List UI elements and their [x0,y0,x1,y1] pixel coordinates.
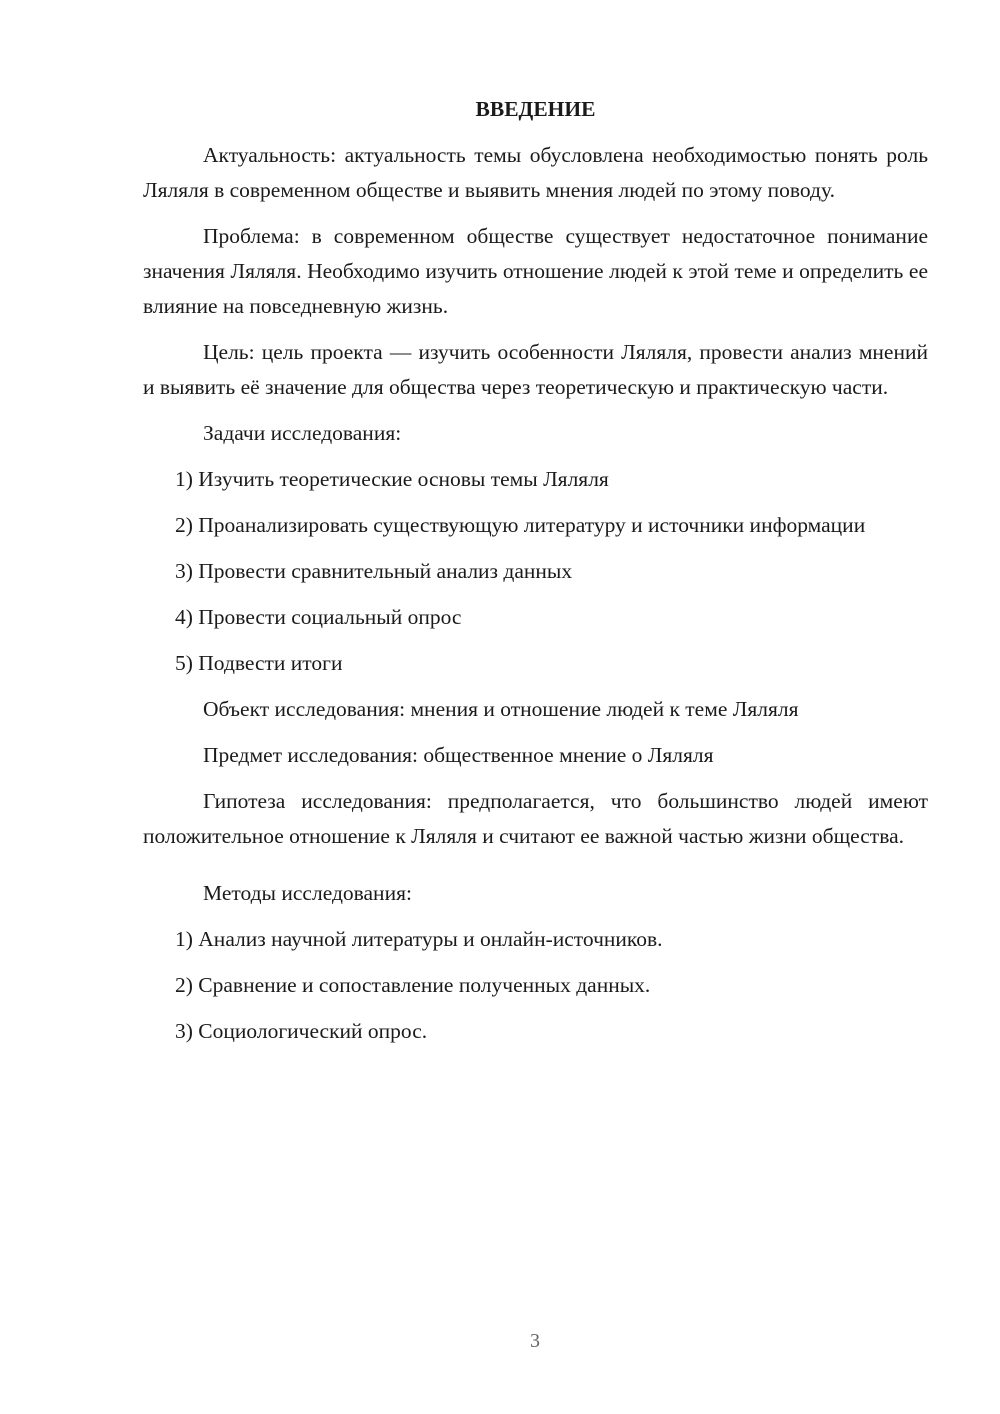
task-item: 5) Подвести итоги [175,651,343,675]
section-heading: ВВЕДЕНИЕ [475,97,596,121]
task-item: 4) Провести социальный опрос [175,605,462,629]
page-number: 3 [530,1330,540,1352]
goal-paragraph: Цель: цель проекта — изучить особенности Ляляля, провести анализ мнений и выявить её значение для общества через теоретическую и практическую части. [143,340,928,399]
task-item: 1) Изучить теоретические основы темы Ляляля [175,467,609,491]
methods-title: Методы исследования: [203,881,412,905]
method-item: 1) Анализ научной литературы и онлайн-источников. [175,927,663,951]
method-item: 2) Сравнение и сопоставление полученных данных. [175,973,651,997]
problem-paragraph: Проблема: в современном обществе существует недостаточное понимание значения Ляляля. Необходимо изучить отношение людей к этой теме и определить ее влияние на повседневную жизнь. [143,224,928,318]
document-body [143,92,928,1060]
task-item: 2) Проанализировать существующую литературу и источники информации [175,513,866,537]
tasks-title: Задачи исследования: [203,421,402,445]
relevance-paragraph: Актуальность: актуальность темы обусловлена необходимостью понять роль Ляляля в современном обществе и выявить мнения людей по этому поводу. [143,143,928,202]
object-paragraph: Объект исследования: мнения и отношение людей к теме Ляляля [203,697,799,721]
task-item: 3) Провести сравнительный анализ данных [175,559,573,583]
method-item: 3) Социологический опрос. [175,1019,428,1043]
subject-paragraph: Предмет исследования: общественное мнение о Ляляля [203,743,714,767]
hypothesis-paragraph: Гипотеза исследования: предполагается, что большинство людей имеют положительное отношение к Ляляля и считают ее важной частью жизни общества. [143,789,928,848]
